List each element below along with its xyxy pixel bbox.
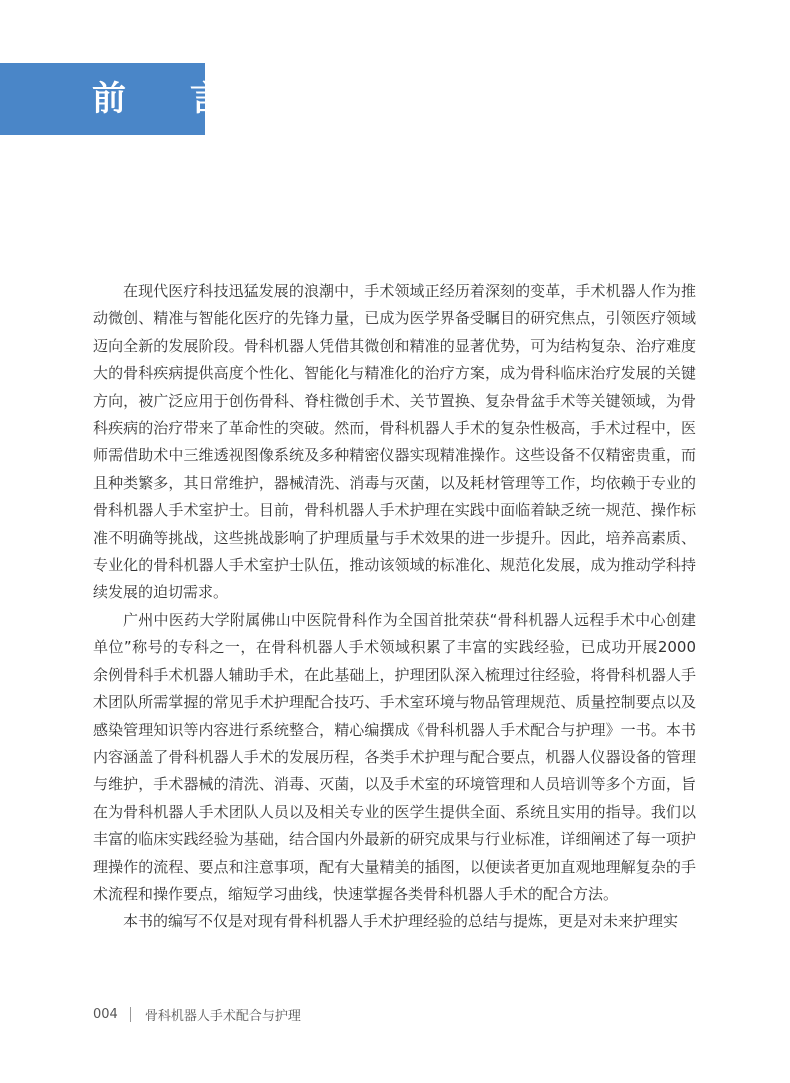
paragraph-1: 在现代医疗科技迅猛发展的浪潮中，手术领域正经历着深刻的变革，手术机器人作为推动微创、精准与智能化医疗的先锋力量，已成为医学界备受瞩目的研究焦点，引领医疗领域迈向全新的发展阶段。骨科机器人凭借其微创和精准的显著优势，可为结构复杂、治疗难度大的骨科疾病提供高度个性化、智能化与精准化的治疗方案，成为骨科临床治疗发展的关键方向，被广泛应用于创伤骨科、脊柱微创手术、关节置换、复杂骨盆手术等关键领域，为骨科疾病的治疗带来了革命性的突破。然而，骨科机器人手术的复杂性极高，手术过程中，医师需借助术中三维透视图像系统及多种精密仪器实现精准操作。这些设备不仅精密贵重，而且种类繁多，其日常维护，器械清洗、消毒与灭菌，以及耗材管理等工作，均依赖于专业的骨科机器人手术室护士。目前，骨科机器人手术护理在实践中面临着缺乏统一规范、操作标准不明确等挑战，这些挑战影响了护理质量与手术效果的进一步提升。因此，培养高素质、专业化的骨科机器人手术室护士队伍，推动该领域的标准化、规范化发展，成为推动学科持续发展的迫切需求。 [93,282,696,602]
paragraph-2: 广州中医药大学附属佛山中医院骨科作为全国首批荣获“骨科机器人远程手术中心创建单位”称号的专科之一，在骨科机器人手术领域积累了丰富的实践经验，已成功开展2000 余例骨科手术机器人辅助手术，在此基础上，护理团队深入梳理过往经验，将骨科机器人手术团队所需掌握的常见手术护理配合技巧、手术室环境与物品管理规范、质量控制要点以及感染管理知识等内容进行系统整合，精心编撰成《骨科机器人手术配合与护理》一书。本书内容涵盖了骨科机器人手术的发展历程，各类手术护理与配合要点，机器人仪器设备的管理与维护，手术器械的清洗、消毒、灭菌，以及手术室的环境管理和人员培训等多个方面，旨在为骨科机器人手术团队人员以及相关专业的医学生提供全面、系统且实用的指导。我们以丰富的临床实践经验为基础，结合国内外最新的研究成果与行业标准，详细阐述了每一项护理操作的流程、要点和注意事项，配有大量精美的插图，以便读者更加直观地理解复杂的手术流程和操作要点，缩短学习曲线，快速掌握各类骨科机器人手术的配合方法。 [93,610,696,903]
body-text [93,278,696,936]
page-title: 前 言 [92,79,250,119]
running-book-title: 骨科机器人手术配合与护理 [144,1008,301,1024]
paragraph-3: 本书的编写不仅是对现有骨科机器人手术护理经验的总结与提炼，更是对未来护理实 [123,912,679,931]
page-number: 004 [93,1006,118,1022]
page-footer [93,1003,301,1025]
title-band [0,63,250,135]
footer-divider [130,1007,131,1022]
